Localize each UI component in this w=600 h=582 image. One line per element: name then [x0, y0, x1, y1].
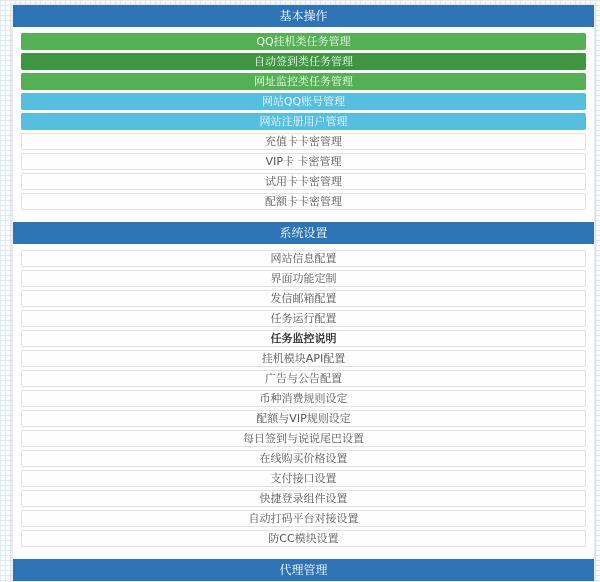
menu-item-button[interactable]: 每日签到与说说尾巴设置 — [21, 430, 586, 447]
menu-item-button[interactable]: 任务运行配置 — [21, 310, 586, 327]
menu-item-button[interactable]: 网站QQ账号管理 — [21, 93, 586, 110]
menu-item-button[interactable]: 任务监控说明 — [21, 330, 586, 347]
menu-item-button[interactable]: 发信邮箱配置 — [21, 290, 586, 307]
menu-item-button[interactable]: 广告与公告配置 — [21, 370, 586, 387]
menu-item-button[interactable]: 网址监控类任务管理 — [21, 73, 586, 90]
menu-section — [13, 559, 594, 581]
section-header: 代理管理 — [13, 559, 594, 581]
menu-section — [13, 5, 594, 216]
menu-item-button[interactable]: 支付接口设置 — [21, 470, 586, 487]
admin-menu-panel — [12, 4, 595, 582]
menu-item-button[interactable]: 挂机模块API配置 — [21, 350, 586, 367]
menu-item-button[interactable]: 币种消费规则设定 — [21, 390, 586, 407]
menu-item-button[interactable]: 自动打码平台对接设置 — [21, 510, 586, 527]
menu-item-button[interactable]: QQ挂机类任务管理 — [21, 33, 586, 50]
menu-section — [13, 222, 594, 553]
menu-item-button[interactable]: 网站信息配置 — [21, 250, 586, 267]
menu-item-button[interactable]: 网站注册用户管理 — [21, 113, 586, 130]
menu-item-button[interactable]: 防CC模块设置 — [21, 530, 586, 547]
menu-item-button[interactable]: 界面功能定制 — [21, 270, 586, 287]
menu-item-button[interactable]: 配额与VIP规则设定 — [21, 410, 586, 427]
section-header: 基本操作 — [13, 5, 594, 27]
menu-item-button[interactable]: 充值卡卡密管理 — [21, 133, 586, 150]
menu-item-button[interactable]: 配额卡卡密管理 — [21, 193, 586, 210]
menu-item-button[interactable]: 快捷登录组件设置 — [21, 490, 586, 507]
menu-item-button[interactable]: VIP卡 卡密管理 — [21, 153, 586, 170]
section-header: 系统设置 — [13, 222, 594, 244]
menu-item-button[interactable]: 在线购买价格设置 — [21, 450, 586, 467]
menu-item-button[interactable]: 自动签到类任务管理 — [21, 53, 586, 70]
section-item-list — [13, 27, 594, 216]
menu-item-button[interactable]: 试用卡卡密管理 — [21, 173, 586, 190]
section-item-list — [13, 244, 594, 553]
